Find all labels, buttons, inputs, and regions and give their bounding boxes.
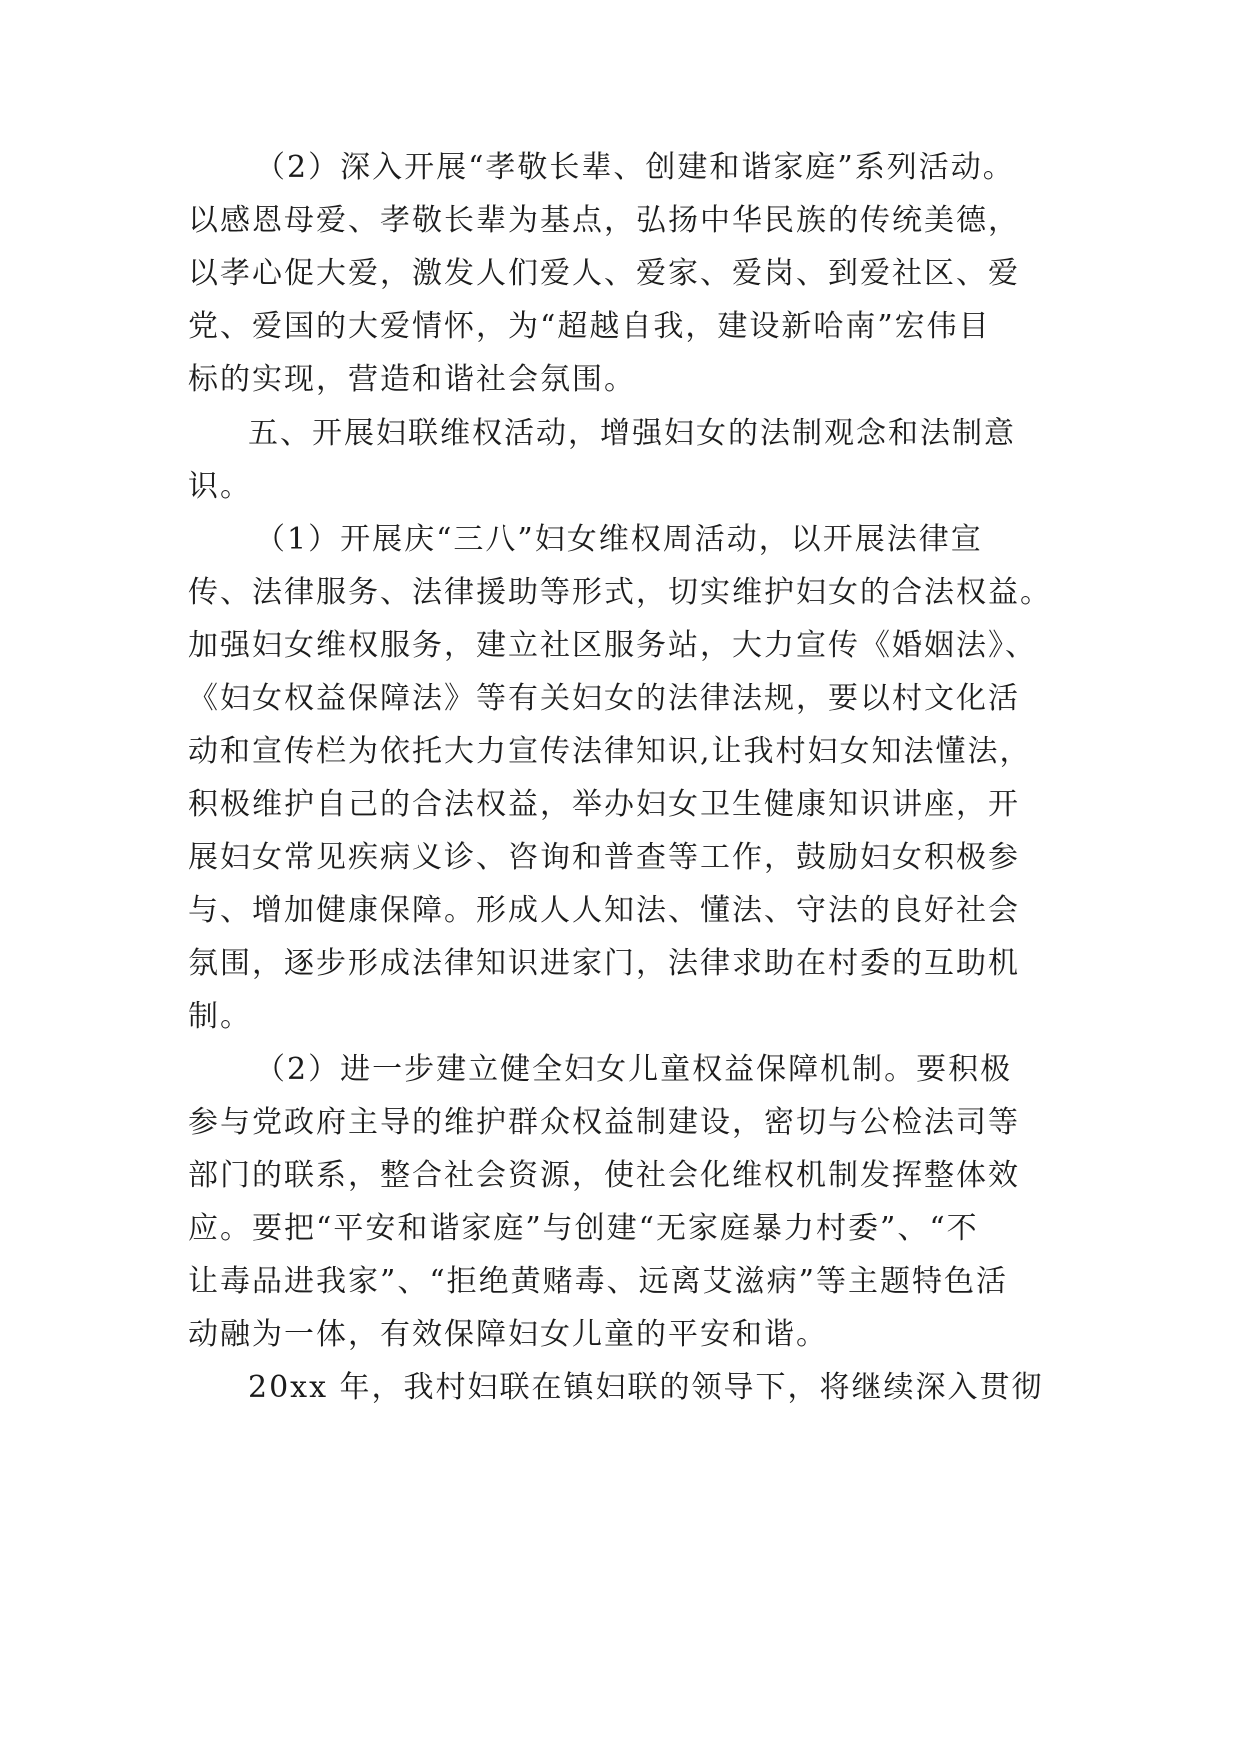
text-line-5: 标的实现，营造和谐社会氛围。 <box>188 362 636 397</box>
text-line-20: 部门的联系，整合社会资源，使社会化维权机制发挥整体效 <box>188 1158 1020 1193</box>
text-line-3: 以孝心促大爱，激发人们爱人、爱家、爱岗、到爱社区、爱 <box>188 256 1020 291</box>
section-heading-5: 五、开展妇联维权活动，增强妇女的法制观念和法制意 <box>248 416 1016 451</box>
text-line-17: 制。 <box>188 999 252 1034</box>
text-line-9: 传、法律服务、法律援助等形式，切实维护妇女的合法权益。 <box>188 575 1052 610</box>
text-line-24: 20xx 年，我村妇联在镇妇联的领导下，将继续深入贯彻 <box>248 1370 1044 1405</box>
text-line-19: 参与党政府主导的维护群众权益制建设，密切与公检法司等 <box>188 1105 1020 1140</box>
text-line-1: （2）深入开展“孝敬长辈、创建和谐家庭”系列活动。 <box>255 150 1015 185</box>
text-line-2: 以感恩母爱、孝敬长辈为基点，弘扬中华民族的传统美德， <box>188 203 1020 238</box>
text-line-18: （2）进一步建立健全妇女儿童权益保障机制。要积极 <box>255 1052 1013 1087</box>
text-line-12: 动和宣传栏为依托大力宣传法律知识,让我村妇女知法懂法， <box>188 734 1032 769</box>
text-line-14: 展妇女常见疾病义诊、咨询和普查等工作，鼓励妇女积极参 <box>188 840 1020 875</box>
text-line-15: 与、增加健康保障。形成人人知法、懂法、守法的良好社会 <box>188 893 1020 928</box>
text-line-11: 《妇女权益保障法》等有关妇女的法律法规，要以村文化活 <box>188 681 1020 716</box>
text-line-4: 党、爱国的大爱情怀，为“超越自我，建设新哈南”宏伟目 <box>188 309 991 344</box>
text-line-8: （1）开展庆“三八”妇女维权周活动，以开展法律宣 <box>255 522 983 557</box>
text-line-16: 氛围，逐步形成法律知识进家门，法律求助在村委的互助机 <box>188 946 1020 981</box>
text-line-22: 让毒品进我家”、“拒绝黄赌毒、远离艾滋病”等主题特色活 <box>188 1264 1009 1299</box>
text-line-21: 应。要把“平安和谐家庭”与创建“无家庭暴力村委”、“不 <box>188 1211 979 1246</box>
text-line-23: 动融为一体，有效保障妇女儿童的平安和谐。 <box>188 1317 828 1352</box>
text-line-7: 识。 <box>188 469 252 504</box>
text-line-13: 积极维护自己的合法权益，举办妇女卫生健康知识讲座，开 <box>188 787 1020 822</box>
text-line-10: 加强妇女维权服务，建立社区服务站，大力宣传《婚姻法》、 <box>188 628 1037 663</box>
